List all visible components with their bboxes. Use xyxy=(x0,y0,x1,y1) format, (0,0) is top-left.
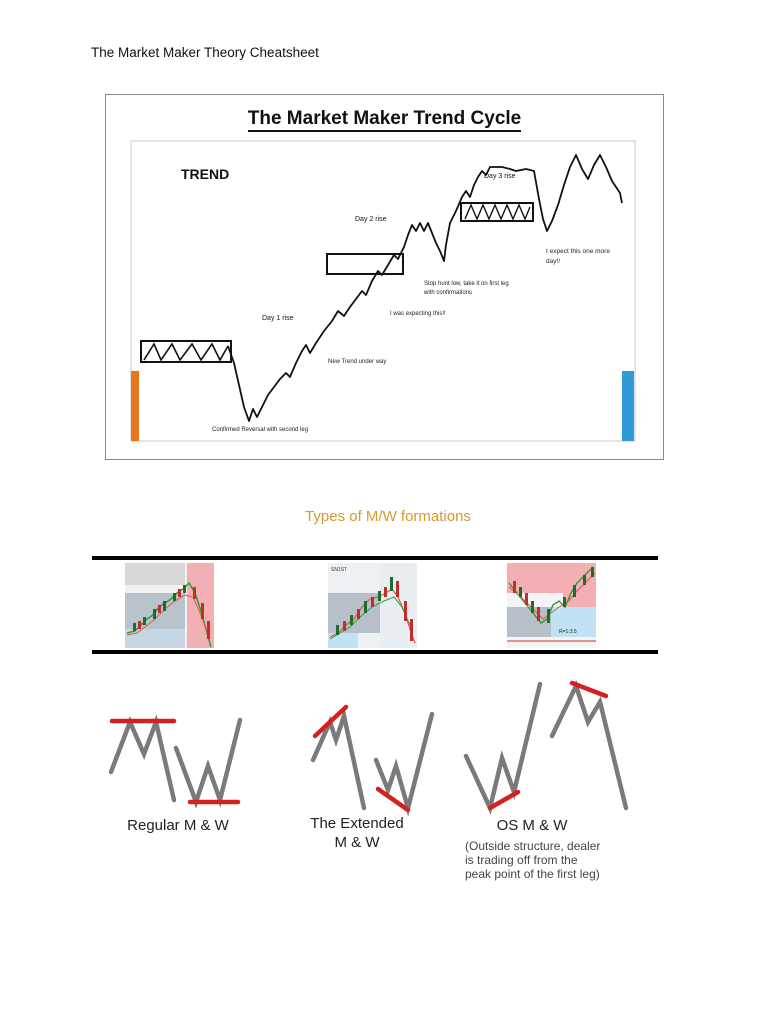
bottom-divider xyxy=(92,650,658,654)
trend-line xyxy=(228,155,622,421)
trend-cycle-figure xyxy=(105,94,664,460)
expect-more-note-2: day!! xyxy=(546,258,561,265)
thumb-tag: SN1ST xyxy=(331,567,348,573)
regular-m-shape xyxy=(111,722,174,800)
figure-title: The Market Maker Trend Cycle xyxy=(106,108,663,130)
day3-label: Day 3 rise xyxy=(484,173,516,180)
os-note-line3: peak point of the first leg) xyxy=(465,867,600,881)
thumb-ratio: R=1:3.5 xyxy=(559,629,577,635)
day1-label: Day 1 rise xyxy=(262,315,294,322)
day2-label: Day 2 rise xyxy=(355,216,387,223)
os-m-shape xyxy=(552,686,626,808)
trend-label: TREND xyxy=(181,166,230,182)
inner-frame xyxy=(131,141,635,441)
zigzag-3 xyxy=(465,205,530,219)
os-note-line1: (Outside structure, dealer xyxy=(465,839,601,853)
blue-bar xyxy=(622,371,634,441)
stop-hunt-note-1: Stop hunt low, take it on first leg xyxy=(424,281,509,287)
regular-w-shape xyxy=(176,720,240,802)
chart-thumbnail-extended xyxy=(328,563,417,648)
chart-thumbnail-regular xyxy=(125,563,214,648)
trend-cycle-diagram xyxy=(106,95,663,459)
os-w-shape xyxy=(466,684,540,808)
os-note xyxy=(465,839,600,881)
types-heading: Types of M/W formations xyxy=(305,508,471,525)
consolidation-box-2 xyxy=(327,254,403,274)
extended-caption-line2: M & W xyxy=(334,834,380,851)
document-title: The Market Maker Theory Cheatsheet xyxy=(91,45,319,60)
expecting-note: I was expecting this!! xyxy=(390,311,446,317)
chart-thumbnail-os xyxy=(507,563,596,648)
regular-caption: Regular M & W xyxy=(127,817,229,834)
os-note-line2: is trading off from the xyxy=(465,853,578,867)
zigzag-1 xyxy=(144,344,228,360)
orange-bar xyxy=(131,371,139,441)
stop-hunt-note-2: with confirmations xyxy=(424,290,473,296)
new-trend-note: New Trend under way xyxy=(328,359,387,365)
confirmed-reversal-note: Confirmed Reversal with second leg xyxy=(212,427,309,433)
mw-formations-diagram xyxy=(0,660,768,820)
extended-caption-line1: The Extended xyxy=(310,815,404,832)
os-caption: OS M & W xyxy=(496,817,568,834)
top-divider xyxy=(92,556,658,560)
expect-more-note-1: I expect this one more xyxy=(546,248,610,255)
